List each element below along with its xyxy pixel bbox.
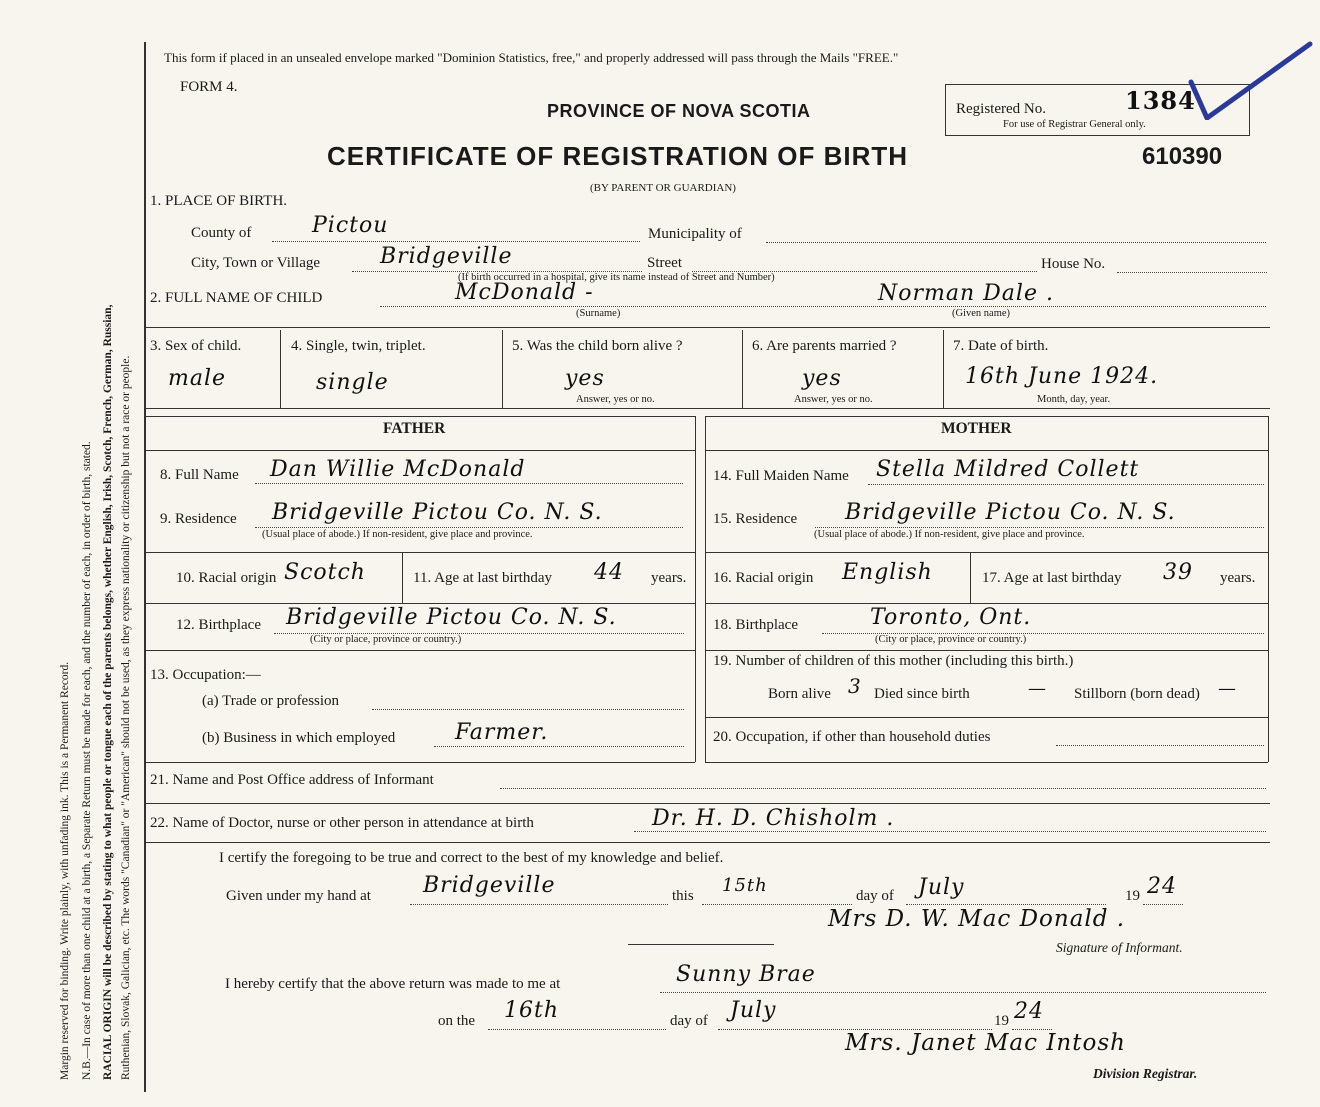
rule-father-section-c <box>145 603 695 604</box>
cert2-month-value: July <box>730 998 777 1023</box>
surname-note: (Surname) <box>576 308 621 319</box>
city-value: Bridgeville <box>380 244 513 269</box>
rule-after-doctor <box>145 842 1270 843</box>
father-right-edge <box>695 416 696 762</box>
margin-note-racial-origin-2: Ruthenian, Slovak, Galician, etc. The words "Canadian" or "American" should not be used, as they express nationality or citizenship but not a race or people. <box>120 355 132 1080</box>
father-race-age-divider <box>402 553 403 603</box>
margin-note-binding: Margin reserved for binding. Write plainly, with unfading ink. This is a Permanent Record. <box>59 661 71 1080</box>
county-label: County of <box>191 225 252 241</box>
cert1-year-value: 24 <box>1147 874 1177 899</box>
born-alive-count-label: Born alive <box>768 686 831 702</box>
father-age-unit: years. <box>651 570 687 586</box>
father-name-label: 8. Full Name <box>160 467 239 483</box>
form-number: FORM 4. <box>180 79 238 95</box>
informant-signature-label: Signature of Informant. <box>1056 940 1183 955</box>
cert1-month-value: July <box>918 875 965 900</box>
cert2-year-value: 24 <box>1014 999 1044 1024</box>
cert2-on-label: on the <box>438 1013 476 1029</box>
father-race-label: 10. Racial origin <box>176 570 277 586</box>
child-name-label: 2. FULL NAME OF CHILD <box>150 290 323 306</box>
margin-note-multiple-births: N.B.—In case of more than one child at a birth, a Separate Return must be made for each, and the number of each, in order of birth, stated. <box>81 441 93 1080</box>
sex-value: male <box>168 366 227 391</box>
father-name-value: Dan Willie McDonald <box>270 457 526 482</box>
dob-value: 16th June 1924. <box>965 364 1159 389</box>
margin-note-racial-origin-1: RACIAL ORIGIN will be described by stating to what people or tongue each of the parents belongs, whether English, Irish, Scotch, French, German, Russian, <box>102 304 114 1080</box>
doctor-label: 22. Name of Doctor, nurse or other person in attendance at birth <box>150 815 534 831</box>
rule-mother-section-e <box>705 717 1268 718</box>
municipality-label: Municipality of <box>648 226 742 242</box>
plurality-label: 4. Single, twin, triplet. <box>291 338 426 354</box>
divider-6-7 <box>943 330 944 408</box>
place-of-birth-heading: 1. PLACE OF BIRTH. <box>150 193 288 209</box>
father-race-value: Scotch <box>284 560 366 585</box>
divider-5-6 <box>742 330 743 408</box>
divider-4-5 <box>502 330 503 408</box>
street-label: Street <box>647 255 682 271</box>
died-value: — <box>1028 678 1047 699</box>
certificate-subtitle: (BY PARENT OR GUARDIAN) <box>590 182 736 194</box>
stillborn-value: — <box>1218 678 1237 699</box>
cert1-day-label: day of <box>856 888 894 904</box>
cert1-year-prefix: 19 <box>1125 888 1140 904</box>
registered-value: 1384 <box>1125 86 1196 115</box>
father-birthplace-value: Bridgeville Pictou Co. N. S. <box>286 605 617 630</box>
signature-divider <box>628 944 774 945</box>
mother-race-label: 16. Racial origin <box>713 570 814 586</box>
house-label: House No. <box>1041 256 1106 272</box>
informant-label: 21. Name and Post Office address of Informant <box>150 772 434 788</box>
rule-father-section-a <box>145 450 695 451</box>
parents-married-label: 6. Are parents married ? <box>752 338 897 354</box>
mother-name-label: 14. Full Maiden Name <box>713 468 849 484</box>
informant-signature: Mrs D. W. Mac Donald . <box>828 906 1126 932</box>
cert1-given-label: Given under my hand at <box>226 888 371 904</box>
mother-age-unit: years. <box>1220 570 1256 586</box>
mail-notice: This form if placed in an unsealed envelope marked "Dominion Statistics, free," and properly addressed will pass through the Mails "FREE." <box>164 50 899 65</box>
rule-mother-top <box>705 416 1268 417</box>
father-residence-value: Bridgeville Pictou Co. N. S. <box>272 500 603 525</box>
rule-father-bottom <box>145 762 695 763</box>
mother-residence-label: 15. Residence <box>713 511 798 527</box>
rule-after-child-name <box>145 327 1270 328</box>
rule-father-section-b <box>145 552 695 553</box>
mother-birthplace-label: 18. Birthplace <box>713 617 798 633</box>
mother-occupation-label: 20. Occupation, if other than household duties <box>713 729 991 745</box>
rule-mother-section-a <box>705 450 1268 451</box>
frame-left <box>144 42 146 1092</box>
father-business-value: Farmer. <box>455 720 549 745</box>
mother-heading: MOTHER <box>941 420 1012 437</box>
rule-mother-bottom <box>705 762 1268 763</box>
mother-children-label: 19. Number of children of this mother (including this birth.) <box>713 653 1074 669</box>
cert2-day-label: day of <box>670 1013 708 1029</box>
rule-mother-section-b <box>705 552 1268 553</box>
rule-father-section-d <box>145 650 695 651</box>
county-value: Pictou <box>312 213 389 238</box>
mother-birthplace-note: (City or place, province or country.) <box>875 634 1027 645</box>
mother-race-value: English <box>842 560 933 585</box>
father-business-label: (b) Business in which employed <box>202 730 396 746</box>
rule-after-informant <box>145 803 1270 804</box>
father-birthplace-note: (City or place, province or country.) <box>310 634 462 645</box>
born-alive-note: Answer, yes or no. <box>576 394 655 405</box>
doctor-value: Dr. H. D. Chisholm . <box>652 806 895 831</box>
mother-residence-note: (Usual place of abode.) If non-resident, give place and province. <box>814 529 1085 540</box>
mother-name-value: Stella Mildred Collett <box>876 457 1140 482</box>
cert2-place-value: Sunny Brae <box>676 962 816 987</box>
mother-race-age-divider <box>970 553 971 603</box>
cert1-place-value: Bridgeville <box>423 873 556 898</box>
certificate-number: 610390 <box>1142 143 1223 170</box>
child-given-value: Norman Dale . <box>878 281 1054 306</box>
divider-3-4 <box>280 330 281 408</box>
mother-left-edge <box>705 416 706 762</box>
father-residence-note: (Usual place of abode.) If non-resident, give place and province. <box>262 529 533 540</box>
father-birthplace-label: 12. Birthplace <box>176 617 261 633</box>
rule-mother-section-c <box>705 603 1268 604</box>
given-note: (Given name) <box>952 308 1011 319</box>
cert1-this-label: this <box>672 888 694 904</box>
province-heading: PROVINCE OF NOVA SCOTIA <box>547 101 811 121</box>
mother-age-label: 17. Age at last birthday <box>982 570 1122 586</box>
registrar-signature: Mrs. Janet Mac Intosh <box>845 1030 1126 1056</box>
cert2-year-prefix: 19 <box>994 1013 1009 1029</box>
registrar-signature-label: Division Registrar. <box>1093 1066 1198 1081</box>
born-alive-label: 5. Was the child born alive ? <box>512 338 683 354</box>
born-alive-count-value: 3 <box>848 674 862 698</box>
plurality-value: single <box>316 370 389 395</box>
mother-age-value: 39 <box>1163 560 1193 585</box>
rule-after-dob-row <box>145 408 1270 409</box>
right-edge <box>1268 416 1269 762</box>
cert2-statement: I hereby certify that the above return was made to me at <box>225 976 561 992</box>
registered-label: Registered No. <box>956 101 1046 117</box>
stillborn-label: Stillborn (born dead) <box>1074 686 1200 702</box>
father-heading: FATHER <box>383 420 446 437</box>
city-label: City, Town or Village <box>191 255 321 271</box>
cert1-day-value: 15th <box>722 875 768 896</box>
registered-note: For use of Registrar General only. <box>1003 119 1146 130</box>
sex-label: 3. Sex of child. <box>150 338 242 354</box>
certificate-title: CERTIFICATE OF REGISTRATION OF BIRTH <box>327 141 909 171</box>
child-surname-value: McDonald - <box>455 280 594 305</box>
rule-mother-section-d <box>705 650 1268 651</box>
hospital-note: (If birth occurred in a hospital, give its name instead of Street and Number) <box>458 272 775 283</box>
father-residence-label: 9. Residence <box>160 511 237 527</box>
rule-father-top <box>145 416 695 417</box>
father-age-label: 11. Age at last birthday <box>413 570 552 586</box>
dob-label: 7. Date of birth. <box>953 338 1049 354</box>
father-trade-label: (a) Trade or profession <box>202 693 340 709</box>
parents-married-note: Answer, yes or no. <box>794 394 873 405</box>
mother-birthplace-value: Toronto, Ont. <box>870 605 1032 630</box>
father-age-value: 44 <box>594 560 624 585</box>
mother-residence-value: Bridgeville Pictou Co. N. S. <box>845 500 1176 525</box>
cert2-day-value: 16th <box>504 998 560 1023</box>
parents-married-value: yes <box>802 366 842 391</box>
father-occupation-label: 13. Occupation:— <box>150 667 261 683</box>
cert1-statement: I certify the foregoing to be true and correct to the best of my knowledge and belief. <box>219 850 724 866</box>
born-alive-value: yes <box>565 366 605 391</box>
dob-note: Month, day, year. <box>1037 394 1111 405</box>
check-mark-icon <box>1185 40 1315 120</box>
died-label: Died since birth <box>874 686 970 702</box>
